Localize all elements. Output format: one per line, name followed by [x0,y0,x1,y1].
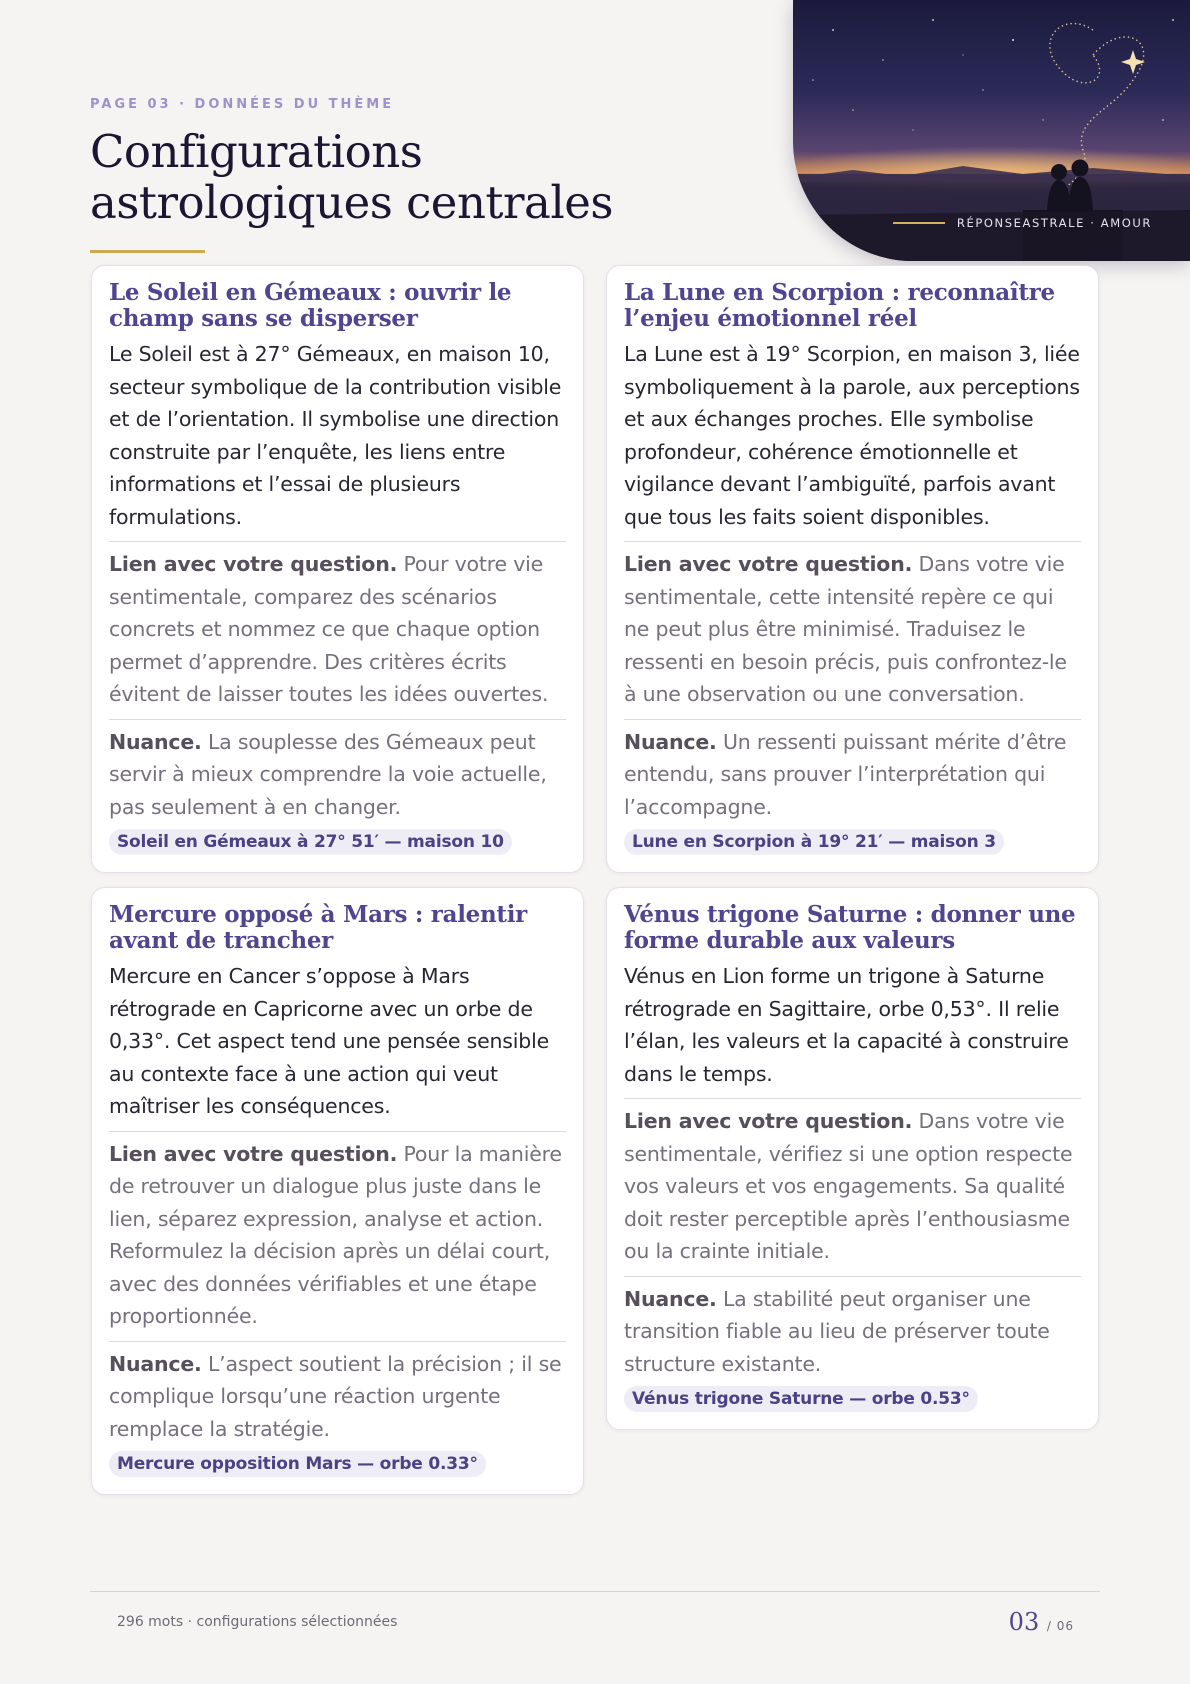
card-tag: Mercure opposition Mars — orbe 0.33° [109,1451,486,1477]
nuance-label: Nuance. [109,729,202,754]
hero-illustration [793,0,1190,261]
card-venus-saturne [606,887,1099,1430]
page-total: / 06 [1046,1619,1074,1633]
card-tag: Vénus trigone Saturne — orbe 0.53° [624,1386,978,1412]
card-nuance-section [624,1276,1081,1381]
card-soleil-gemeaux [91,265,584,873]
link-label: Lien avec votre question. [624,1109,913,1133]
footer-word-count: 296 mots · configurations sélectionnées [117,1614,398,1630]
card-intro: La Lune est à 19° Scorpion, en maison 3, liée symboliquement à la parole, aux perceptions et aux échanges proches. Elle symbolise profondeur, cohérence émotionnelle et vigilance devant l’ambiguïté, parfois avant que tous les faits soient disponibles. [624,342,1080,529]
card-tag: Soleil en Gémeaux à 27° 51′ — maison 10 [109,829,512,855]
card-link-section [109,541,566,711]
footer-divider [90,1591,1100,1592]
card-link-section [109,1131,566,1333]
card-nuance-section [109,1341,566,1446]
nuance-label: Nuance. [109,1351,202,1376]
nuance-text: Un ressenti puissant mérite d’être entendu, sans prouver l’interprétation qui l’accompagne. [624,729,1067,819]
nuance-text: La souplesse des Gémeaux peut servir à mieux comprendre la voie actuelle, pas seulement à en changer. [109,729,547,819]
nuance-label: Nuance. [624,729,717,754]
card-intro: Vénus en Lion forme un trigone à Saturne rétrograde en Sagittaire, orbe 0,53°. Il relie l’élan, les valeurs et la capacité à construire dans le temps. [624,964,1069,1086]
link-text: Pour votre vie sentimentale, comparez des scénarios concrets et nommez ce que chaque option permet d’apprendre. Des critères écrits évitent de laisser toutes les idées ouvertes. [109,552,549,706]
title-underline [90,250,205,253]
page-title: Configurations astrologiques centrales [90,125,613,229]
caption-accent-line [893,222,945,224]
link-text: Dans votre vie sentimentale, cette intensité repère ce qui ne peut plus être minimisé. Traduisez le ressenti en besoin précis, puis confrontez-le à une observation ou une conversation. [624,552,1067,706]
link-label: Lien avec votre question. [624,552,913,576]
card-title: Le Soleil en Gémeaux : ouvrir le champ sans se disperser [109,279,512,332]
page-current: 03 [1008,1608,1040,1636]
nuance-text: L’aspect soutient la précision ; il se complique lorsqu’une réaction urgente remplace la stratégie. [109,1351,562,1441]
card-intro: Mercure en Cancer s’oppose à Mars rétrograde en Capricorne avec un orbe de 0,33°. Cet aspect tend une pensée sensible au contexte face à une action qui veut maîtriser les conséquences. [109,964,550,1118]
link-label: Lien avec votre question. [109,1141,398,1166]
page-number [1009,1608,1074,1636]
card-tag: Lune en Scorpion à 19° 21′ — maison 3 [624,829,1004,855]
hero-caption-text: RÉPONSEASTRALE · AMOUR [956,216,1152,230]
card-link-section [624,1098,1081,1268]
page-eyebrow: PAGE 03 · DONNÉES DU THÈME [90,97,395,112]
card-title: La Lune en Scorpion : reconnaître l’enjeu émotionnel réel [624,279,1055,332]
hero-caption [893,216,1152,230]
card-intro: Le Soleil est à 27° Gémeaux, en maison 10, secteur symbolique de la contribution visible et de l’orientation. Il symbolise une direction construite par l’enquête, les liens entre informations et l’essai de plusieurs formulations. [109,342,562,529]
card-nuance-section [109,719,566,824]
link-text: Dans votre vie sentimentale, vérifiez si une option respecte vos valeurs et vos engagements. Sa qualité doit rester perceptible après l’enthousiasme ou la crainte initiale. [624,1109,1073,1263]
link-label: Lien avec votre question. [109,552,398,576]
card-title: Vénus trigone Saturne : donner une forme durable aux valeurs [624,901,1076,954]
nuance-label: Nuance. [624,1286,717,1311]
card-title: Mercure opposé à Mars : ralentir avant de trancher [109,901,527,954]
card-link-section [624,541,1081,711]
link-text: Pour la manière de retrouver un dialogue plus juste dans le lien, séparez expression, analyse et action. Reformulez la décision après un délai court, avec des données vérifiables et une étape proportionnée. [109,1141,562,1328]
card-nuance-section [624,719,1081,824]
card-lune-scorpion [606,265,1099,873]
card-mercure-mars [91,887,584,1495]
nuance-text: La stabilité peut organiser une transition fiable au lieu de préserver toute structure existante. [624,1286,1050,1376]
